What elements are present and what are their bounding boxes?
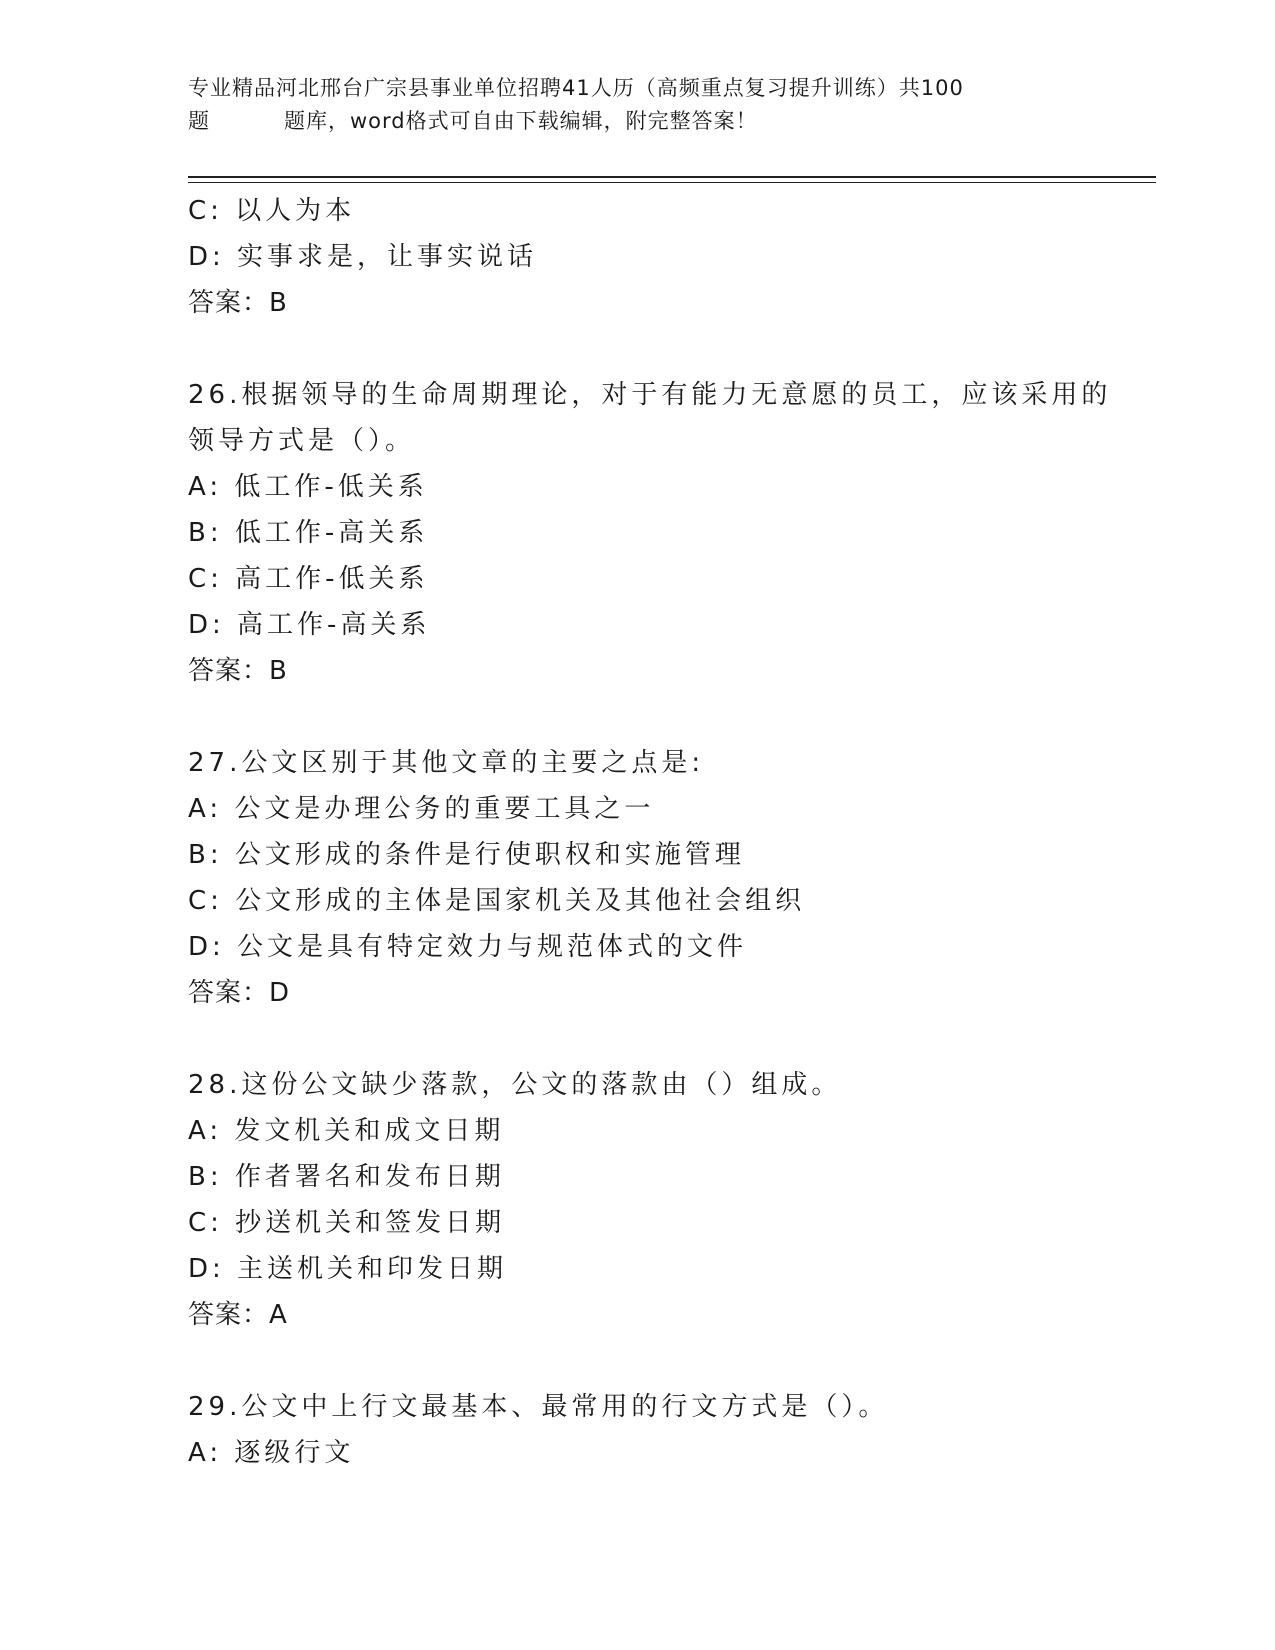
option-a: A: 低工作-低关系: [188, 472, 428, 502]
answer: 答案：D: [188, 978, 291, 1008]
option-b: B: 低工作-高关系: [188, 518, 429, 548]
question-28: [188, 1062, 1088, 1338]
option-a: A: 逐级行文: [188, 1438, 355, 1468]
header-divider-thin: [188, 182, 1156, 183]
question-list: [188, 188, 1112, 1476]
question-stem: 27.公文区别于其他文章的主要之点是:: [188, 748, 705, 778]
question-stem: 28.这份公文缺少落款，公文的落款由（）组成。: [188, 1070, 842, 1100]
option-d: D: 公文是具有特定效力与规范体式的文件: [188, 932, 748, 962]
header-line-2: [188, 105, 1068, 138]
answer: 答案：B: [188, 656, 288, 686]
question-stem: 29.公文中上行文最基本、最常用的行文方式是（）。: [188, 1392, 889, 1422]
question-27: [188, 740, 1088, 1016]
answer: 答案：B: [188, 288, 288, 318]
option-d: D: 实事求是，让事实说话: [188, 242, 538, 272]
option-c: C: 高工作-低关系: [188, 564, 429, 594]
option-a: A: 公文是办理公务的重要工具之一: [188, 794, 655, 824]
header-line-2-start: 题: [188, 109, 210, 133]
header-line-2-rest: 题库，word格式可自由下载编辑，附完整答案！: [284, 109, 758, 133]
question-26: [188, 372, 1112, 694]
option-d: D: 高工作-高关系: [188, 610, 431, 640]
question-29: [188, 1384, 1088, 1476]
option-c: C: 以人为本: [188, 196, 356, 226]
header-line-1: 专业精品河北邢台广宗县事业单位招聘41人历（高频重点复习提升训练）共100: [188, 76, 964, 100]
document-header: [188, 72, 1068, 138]
option-c: C: 抄送机关和签发日期: [188, 1208, 506, 1238]
option-c: C: 公文形成的主体是国家机关及其他社会组织: [188, 886, 806, 916]
question-stem-continued: 领导方式是（）。: [188, 426, 416, 456]
option-b: B: 公文形成的条件是行使职权和实施管理: [188, 840, 745, 870]
answer: 答案：A: [188, 1300, 288, 1330]
option-d: D: 主送机关和印发日期: [188, 1254, 508, 1284]
option-b: B: 作者署名和发布日期: [188, 1162, 505, 1192]
question-25-tail: [188, 188, 1088, 326]
option-a: A: 发文机关和成文日期: [188, 1116, 505, 1146]
header-divider-thick: [188, 176, 1156, 178]
question-stem: 26.根据领导的生命周期理论，对于有能力无意愿的员工，应该采用的: [188, 380, 1112, 410]
